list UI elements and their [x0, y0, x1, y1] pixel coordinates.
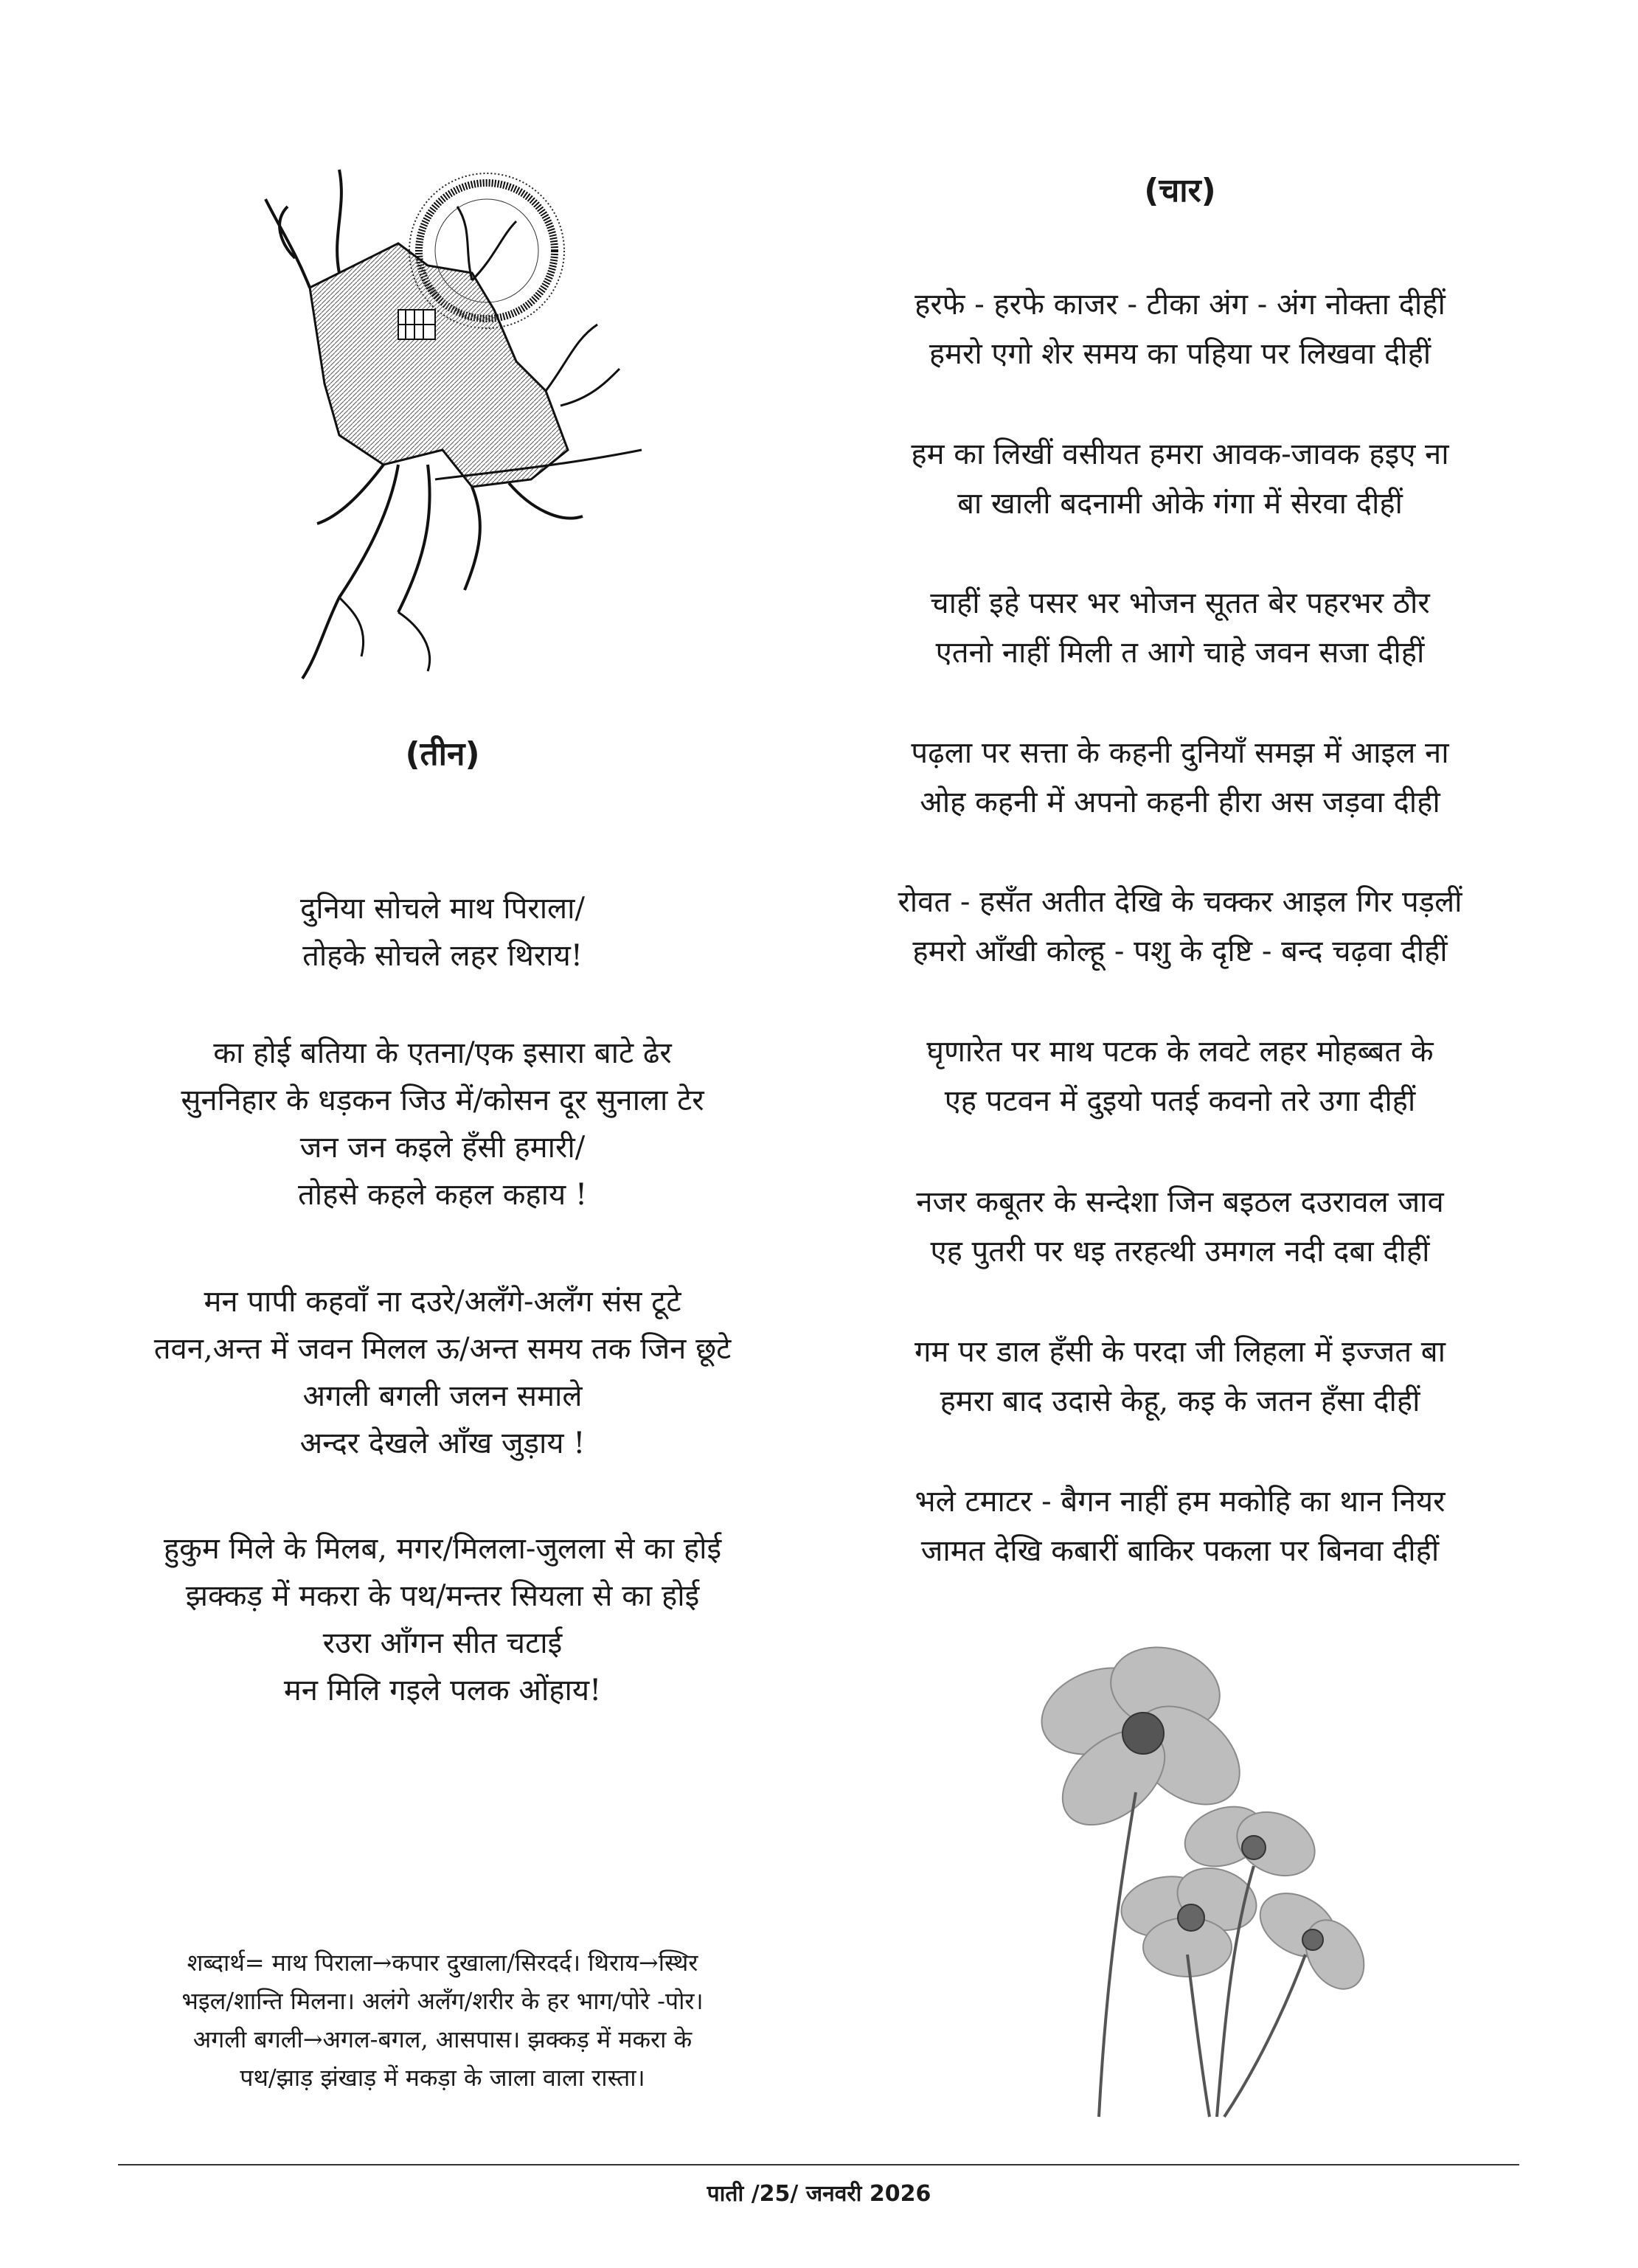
- flower-icon: [1030, 1645, 1375, 2000]
- verse-line: अन्दर देखले आँख जुड़ाय !: [299, 1426, 586, 1460]
- stanza: [826, 430, 1534, 529]
- verse-line: रोवत - हसँत अतीत देखि के चक्कर आइल गिर पड़लीं: [898, 885, 1462, 919]
- verse-line: एह पटवन में दुइयो पतई कवनो तरे उगा दीहीं: [944, 1084, 1416, 1118]
- verse-line: रउरा आँगन सीत चटाई: [322, 1626, 563, 1660]
- glossary-line: भइल/शान्ति मिलना। अलंगे अलँग/शरीर के हर भाग/पोरे -पोर।: [181, 1987, 704, 2015]
- verse-line: चाहीं इहे पसर भर भोजन सूतत बेर पहरभर ठौर: [930, 586, 1430, 620]
- stanza: [826, 280, 1534, 379]
- stanza: [826, 579, 1534, 678]
- stanza: [96, 1525, 789, 1714]
- stanza: [826, 1477, 1534, 1576]
- verse-line: तोहसे कहले कहल कहाय !: [297, 1178, 588, 1212]
- stanza: [826, 1328, 1534, 1426]
- poem-three-heading: (तीन): [405, 735, 480, 773]
- stanza: [826, 878, 1534, 977]
- verse-line: झक्कड़ में मकरा के पथ/मन्तर सियला से का होई: [185, 1579, 700, 1613]
- verse-line: दुनिया सोचले माथ पिराला/: [299, 892, 586, 926]
- stanza: [96, 1030, 789, 1218]
- verse-line: मन मिलि गइले पलक ओंहाय!: [283, 1674, 602, 1707]
- flower-illustration: [988, 1645, 1387, 2124]
- verse-line: हमरो आँखी कोल्हू - पशु के दृष्टि - बन्द चढ़वा दीहीं: [912, 934, 1448, 968]
- verse-line: नजर कबूतर के सन्देशा जिन बइठल दउरावल जाव: [916, 1185, 1444, 1219]
- tree-sun-illustration: [251, 140, 664, 686]
- verse-line: घृणारेत पर माथ पटक के लवटे लहर मोहब्बत के: [926, 1035, 1434, 1069]
- glossary-line: अगली बगली→अगल-बगल, आसपास। झक्कड़ में मकरा के: [192, 2025, 693, 2053]
- verse-line: तोहके सोचले लहर थिराय!: [302, 939, 583, 973]
- stanza: [826, 1027, 1534, 1126]
- stanza: [826, 729, 1534, 828]
- verse-line: का होई बतिया के एतना/एक इसारा बाटे ढेर: [213, 1036, 672, 1070]
- verse-line: गम पर डाल हँसी के परदा जी लिहला में इज्जत बा: [915, 1335, 1446, 1369]
- verse-line: एतनो नाहीं मिली त आगे चाहे जवन सजा दीहीं: [935, 636, 1425, 670]
- glossary: [96, 1943, 789, 2097]
- verse-line: जामत देखि कबारीं बाकिर पकला पर बिनवा दीहीं: [920, 1534, 1440, 1568]
- verse-line: हुकुम मिले के मिलब, मगर/मिलला-जुलला से का होई: [163, 1532, 722, 1566]
- verse-line: जन जन कइले हँसी हमारी/: [299, 1131, 586, 1165]
- verse-line: हम का लिखीं वसीयत हमरा आवक-जावक हइए ना: [911, 437, 1449, 471]
- verse-line: ओह कहनी में अपनो कहनी हीरा अस जड़वा दीही: [920, 786, 1440, 819]
- stanza: [96, 885, 789, 979]
- footer-divider: [118, 2164, 1519, 2165]
- poem-four-heading: (चार): [1144, 172, 1216, 209]
- glossary-line: पथ/झाड़ झंखाड़ में मकड़ा के जाला वाला रास्ता।: [240, 2064, 645, 2092]
- verse-line: तवन,अन्त में जवन मिलल ऊ/अन्त समय तक जिन छूटे: [153, 1332, 732, 1366]
- verse-line: एह पुतरी पर धइ तरहत्थी उमगल नदी दबा दीहीं: [930, 1235, 1430, 1269]
- stanza: [96, 1278, 789, 1467]
- verse-line: सुननिहार के धड़कन जिउ में/कोसन दूर सुनाला टेर: [181, 1083, 704, 1117]
- verse-line: बा खाली बदनामी ओके गंगा में सेरवा दीहीं: [957, 487, 1403, 521]
- verse-line: पढ़ला पर सत्ता के कहनी दुनियाँ समझ में आइल ना: [911, 736, 1449, 770]
- page-footer: पाती /25/ जनवरी 2026: [707, 2181, 931, 2207]
- verse-line: हमरा बाद उदासे केहू, कइ के जतन हँसा दीहीं: [940, 1384, 1420, 1418]
- verse-line: हमरो एगो शेर समय का पहिया पर लिखवा दीहीं: [929, 337, 1431, 371]
- stanza: [826, 1178, 1534, 1277]
- verse-line: हरफे - हरफे काजर - टीका अंग - अंग नोक्ता दीहीं: [915, 288, 1446, 322]
- verse-line: भले टमाटर - बैगन नाहीं हम मकोहि का थान नियर: [915, 1485, 1446, 1519]
- glossary-line: शब्दार्थ= माथ पिराला→कपार दुखाला/सिरदर्द। थिराय→स्थिर: [187, 1949, 698, 1977]
- verse-line: अगली बगली जलन समाले: [302, 1379, 583, 1413]
- verse-line: मन पापी कहवाँ ना दउरे/अलँगे-अलँग संस टूटे: [204, 1285, 681, 1319]
